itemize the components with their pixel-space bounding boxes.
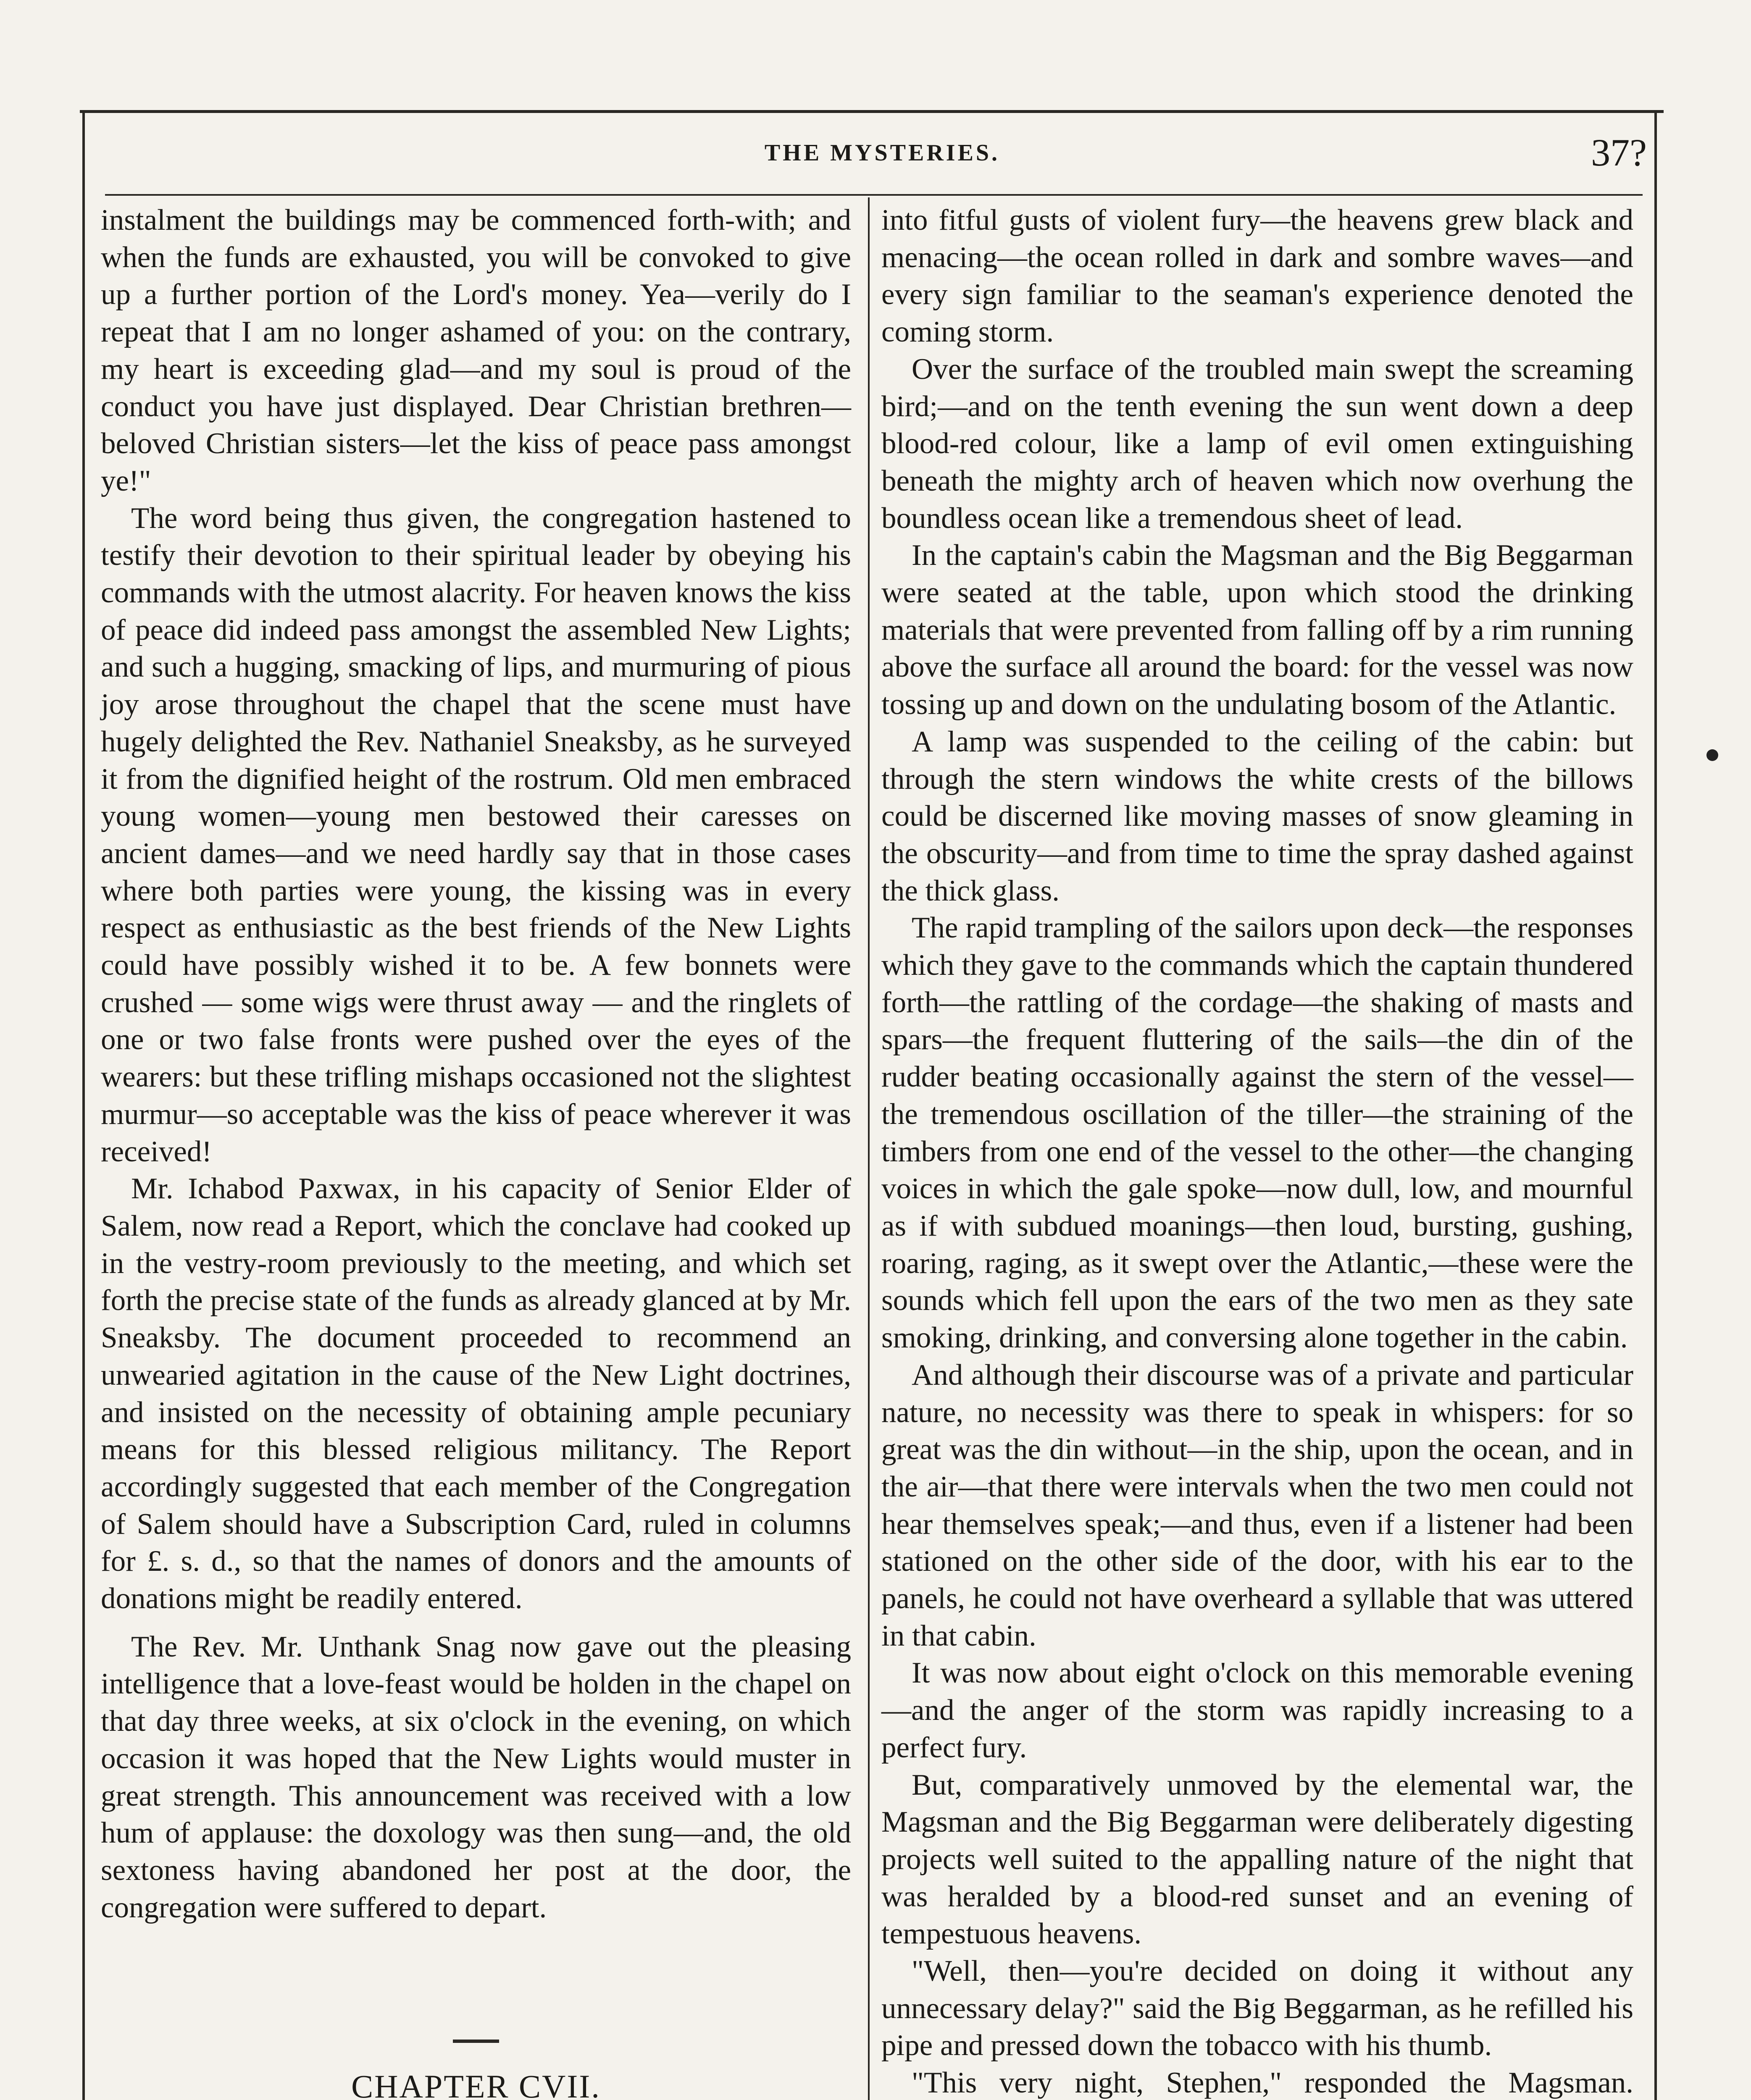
page-number: 37? <box>1591 131 1647 174</box>
right-column <box>881 202 1633 2100</box>
chapter-heading: CHAPTER CVII. <box>351 2068 601 2100</box>
paragraph: The word being thus given, the congregation hastened to testify their devotion to their spiritual leader by obeying his commands with the utmost alacrity. For heaven knows the kiss of peace did indeed pass amongst the assembled New Lights; and such a hugging, smacking of lips, and murmuring of pious joy arose throughout the chapel that the scene must have hugely delighted the Rev. Nathaniel Sneaksby, as he surveyed it from the dignified height of the rostrum. Old men embraced young women—young men bestowed their caresses on ancient dames—and we need hardly say that in those cases where both parties were young, the kissing was in every respect as enthusiastic as the best friends of the New Lights could have possibly wished it to be. A few bonnets were crushed — some wigs were thrust away — and the ringlets of one or two false fronts were pushed over the eyes of the wearers: but these trifling mishaps occasioned not the slightest murmur—so acceptable was the kiss of peace wherever it was received! <box>101 501 851 1168</box>
paragraph: "Well, then—you're decided on doing it without any unnecessary delay?" said the Big Beggarman, as he refilled his pipe and pressed down the tobacco with his thumb. <box>881 1955 1633 2062</box>
paragraph: A lamp was suspended to the ceiling of the cabin: but through the stern windows the white crests of the billows could be discerned like moving masses of snow gleaming in the obscurity—and from time to time the spray dashed against the thick glass. <box>881 725 1633 907</box>
left-column <box>101 202 851 2100</box>
paragraph: Mr. Ichabod Paxwax, in his capacity of Senior Elder of Salem, now read a Report, which the conclave had cooked up in the vestry-room previously to the meeting, and which set forth the precise state of the funds as already glanced at by Mr. Sneaksby. The document proceeded to recommend an unwearied agitation in the cause of the New Light doctrines, and insisted on the necessity of obtaining ample pecuniary means for this blessed religious militancy. The Report accordingly suggested that each member of the Congregation of Salem should have a Subscription Card, ruled in columns for £. s. d., so that the names of donors and the amounts of donations might be readily entered. <box>101 1172 851 1615</box>
page-frame-top-rule <box>80 110 1664 113</box>
paragraph: The Rev. Mr. Unthank Snag now gave out the pleasing intelligence that a love-feast would be holden in the chapel on that day three weeks, at six o'clock in the evening, on which occasion it was hoped that the New Lights would muster in great strength. This announcement was received with a low hum of applause: the doxology was then sung—and, the old sextoness having abandoned her post at the door, the congregation were suffered to depart. <box>101 1630 851 1924</box>
paragraph: Over the surface of the troubled main swept the screaming bird;—and on the tenth evening the sun went down a deep blood-red colour, like a lamp of evil omen extinguishing beneath the mighty arch of heaven which now overhung the boundless ocean like a tremendous sheet of lead. <box>881 352 1633 535</box>
paragraph: instalment the buildings may be commenced forth-with; and when the funds are exhausted, you will be convoked to give up a further portion of the Lord's money. Yea—verily do I repeat that I am no longer ashamed of you: on the contrary, my heart is exceeding glad—and my soul is proud of the conduct you have just displayed. Dear Christian brethren—beloved Christian sisters—let the kiss of peace pass amongst ye!" <box>101 204 851 497</box>
column-divider <box>868 197 870 2100</box>
ink-speck <box>1706 749 1718 761</box>
paragraph: But, comparatively unmoved by the elemental war, the Magsman and the Big Beggarman were deliberately digesting projects well suited to the appalling nature of the night that was heralded by a blood-red sunset and an evening of tempestuous heavens. <box>881 1768 1633 1950</box>
running-head: THE MYSTERIES. <box>764 140 1000 166</box>
paragraph: And although their discourse was of a private and particular nature, no necessity was there to speak in whispers: for so great was the din without—in the ship, upon the ocean, and in the air—that there were intervals when the two men could not hear themselves speak;—and thus, even if a listener had been stationed on the other side of the door, with his ear to the panels, he could not have overheard a syllable that was uttered in that cabin. <box>881 1358 1633 1652</box>
chapter-separator-rule <box>453 2040 499 2043</box>
paragraph: "This very night, Stephen," responded the Magsman. <box>912 2066 1633 2100</box>
paragraph: In the captain's cabin the Magsman and the Big Beggarman were seated at the table, upon which stood the drinking materials that were prevented from falling off by a rim running above the surface all around the board: for the vessel was now tossing up and down on the undulating bosom of the Atlantic. <box>881 539 1633 721</box>
paragraph: It was now about eight o'clock on this memorable evening—and the anger of the storm was rapidly increasing to a perfect fury. <box>881 1656 1633 1764</box>
header-rule <box>105 194 1643 196</box>
paragraph: into fitful gusts of violent fury—the heavens grew black and menacing—the ocean rolled in dark and sombre waves—and every sign familiar to the seaman's experience denoted the coming storm. <box>881 204 1633 349</box>
paragraph: The rapid trampling of the sailors upon deck—the responses which they gave to the commands which the captain thundered forth—the rattling of the cordage—the shaking of masts and spars—the frequent fluttering of the sails—the din of the rudder beating occasionally against the stern of the vessel—the tremendous oscillation of the tiller—the straining of the timbers from one end of the vessel to the other—the changing voices in which the gale spoke—now dull, low, and mournful as if with subdued moanings—then loud, bursting, gushing, roaring, raging, as it swept over the Atlantic,—these were the sounds which fell upon the ears of the two men as they sate smoking, drinking, and conversing alone together in the cabin. <box>881 911 1633 1354</box>
page-frame-right-rule <box>1654 110 1657 2100</box>
page-frame-left-rule <box>82 110 85 2100</box>
